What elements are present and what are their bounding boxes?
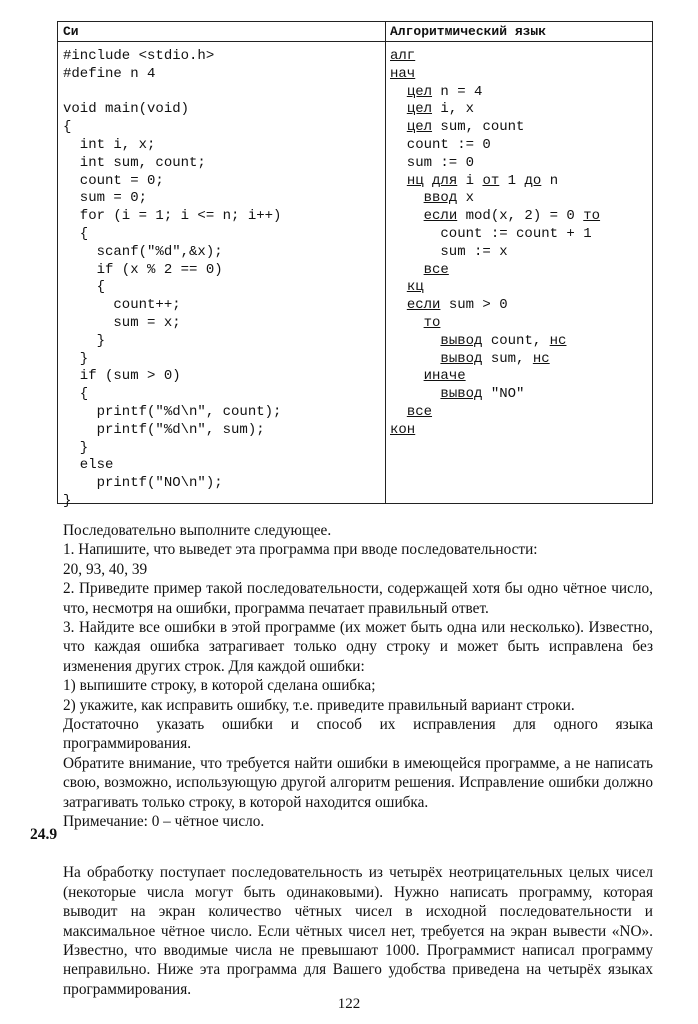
c-code-line: printf("%d\n", count); — [63, 403, 282, 420]
algo-code-line — [390, 244, 652, 262]
algo-keyword: вывод — [440, 350, 483, 367]
algo-code-text — [390, 173, 407, 189]
algo-code-line — [390, 422, 652, 440]
algo-keyword: алг — [390, 48, 416, 64]
section-paragraph: На обработку поступает последовательность из четырёх неотрицательных целых чисел (некоторые числа могут быть одинаковыми). Нужно написать программу, которая выводит на экран количество чётных чисел в исходной последовательности и максимальное чётное число. Если чётных чисел нет, требуется на экран вывести «NO». Известно, что вводимые числа не превышают 1000. Программист написал программу неправильно. Ниже эта программа для Вашего удобства приведена на четырёх языках программирования. — [63, 864, 653, 998]
algo-keyword: ввод — [423, 190, 458, 207]
algo-code-text — [390, 351, 440, 367]
c-code-line: #include <stdio.h> — [63, 48, 215, 64]
section-text — [63, 848, 653, 1014]
task-paragraph: Последовательно выполните следующее. — [63, 522, 332, 539]
c-code-line: { — [63, 386, 89, 403]
algo-keyword: нс — [549, 332, 567, 349]
algo-keyword: вывод — [440, 386, 483, 403]
algo-keyword: кц — [406, 279, 424, 296]
c-code-line: count = 0; — [63, 172, 164, 189]
task-paragraph: Достаточно указать ошибки и способ их исправления для одного языка программирования. — [63, 716, 653, 753]
algo-code-text: sum > 0 — [440, 297, 508, 314]
algo-code-text — [390, 404, 407, 420]
c-code-line: else — [63, 457, 114, 474]
algo-code-text — [390, 297, 407, 313]
c-code-line: sum = x; — [63, 314, 181, 331]
algo-keyword: от — [482, 172, 500, 189]
algo-code-text: sum, count — [432, 119, 525, 136]
algo-keyword: кон — [390, 421, 416, 438]
algo-keyword: до — [524, 172, 542, 189]
algo-code-text: count := 0 — [390, 136, 491, 153]
algo-code-text — [390, 119, 407, 135]
c-code-line: } — [63, 350, 89, 367]
c-code-line: printf("NO\n"); — [63, 475, 223, 492]
algo-code-text — [390, 208, 424, 224]
algo-code-text: i, x — [432, 101, 475, 118]
c-code-line: count++; — [63, 297, 181, 314]
algo-code-text: sum := x — [390, 243, 508, 260]
c-code-line: { — [63, 119, 72, 136]
c-code-line: scanf("%d",&x); — [63, 243, 223, 260]
algo-code-text — [390, 262, 424, 278]
c-code-line: void main(void) — [63, 101, 190, 118]
algo-code-text — [424, 173, 432, 189]
algo-code-text — [390, 368, 424, 384]
c-code-line: if (x % 2 == 0) — [63, 261, 223, 278]
c-code-line: } — [63, 439, 89, 456]
task-paragraph: 2) укажите, как исправить ошибку, т.е. приведите правильный вариант строки. — [63, 696, 575, 714]
c-code-line: sum = 0; — [63, 190, 148, 207]
algo-code-text — [390, 279, 407, 295]
algo-code-text — [390, 84, 407, 100]
task-paragraph: 3. Найдите все ошибки в этой программе (их может быть одна или несколько). Известно, что каждая ошибка затрагивает только одну строку и может быть исправлена без изменения других строк. Для каждой ошибки: — [63, 619, 653, 675]
c-code-line: int sum, count; — [63, 154, 206, 171]
algo-keyword: нс — [532, 350, 550, 367]
algo-code-text: 1 — [499, 172, 525, 189]
algo-keyword: если — [406, 297, 441, 314]
algo-code-text: sum := 0 — [390, 154, 475, 171]
algo-code-line — [390, 208, 652, 226]
algo-keyword: все — [406, 403, 433, 420]
algo-code-line — [390, 351, 652, 369]
code-table — [57, 21, 653, 509]
c-code-line: printf("%d\n", sum); — [63, 421, 265, 438]
algo-code — [385, 42, 652, 440]
algo-code-line — [390, 66, 652, 84]
task-paragraph: 2. Приведите пример такой последовательности, содержащей хотя бы одно чётное число, что, несмотря на ошибки, программа печатает правильный ответ. — [63, 580, 653, 617]
algo-column — [385, 22, 652, 503]
c-code — [58, 42, 385, 511]
algo-code-text: mod(x, 2) = 0 — [457, 208, 584, 225]
algo-keyword: все — [423, 261, 449, 278]
task-paragraph: Примечание: 0 – чётное число. — [63, 813, 265, 831]
algo-keyword: цел — [406, 101, 433, 118]
algo-keyword: вывод — [440, 332, 483, 349]
algo-keyword: то — [583, 208, 601, 225]
algo-code-line — [390, 262, 652, 280]
algo-header: Алгоритмический язык — [385, 22, 652, 42]
algo-code-text — [390, 190, 424, 206]
c-code-line: #define n 4 — [63, 65, 156, 82]
algo-keyword: нач — [390, 65, 416, 82]
algo-code-text: sum, — [482, 350, 533, 367]
page-number: 122 — [337, 996, 361, 1012]
algo-keyword: цел — [406, 119, 433, 136]
algo-code-line — [390, 315, 652, 333]
algo-code-text: n — [541, 172, 559, 189]
task-paragraph: 1) выпишите строку, в которой сделана ошибка; — [63, 677, 376, 695]
algo-code-line — [390, 226, 652, 244]
algo-code-line — [390, 190, 652, 208]
c-header: Си — [58, 22, 385, 42]
algo-code-line — [390, 386, 652, 404]
c-code-line: for (i = 1; i <= n; i++) — [63, 208, 282, 225]
algo-keyword: то — [423, 314, 441, 331]
algo-code-line — [390, 333, 652, 351]
c-code-line: if (sum > 0) — [63, 368, 181, 385]
algo-keyword: если — [423, 208, 458, 225]
algo-code-text: n = 4 — [432, 83, 483, 100]
task-paragraph: 1. Напишите, что выведет эта программа при вводе последовательности: — [63, 541, 538, 559]
algo-code-line — [390, 297, 652, 315]
algo-code-text — [390, 386, 440, 402]
algo-code-line — [390, 404, 652, 422]
algo-code-text: x — [457, 190, 475, 207]
task-paragraph: 20, 93, 40, 39 — [63, 560, 148, 578]
algo-keyword: цел — [406, 83, 433, 100]
algo-code-text: count := count + 1 — [390, 225, 592, 242]
algo-code-text: count, — [482, 332, 550, 349]
section-number: 24.9 — [30, 826, 58, 843]
algo-code-text — [390, 333, 440, 349]
algo-keyword: нц — [406, 172, 424, 189]
algo-code-line — [390, 84, 652, 102]
algo-code-text — [390, 315, 424, 331]
algo-code-line — [390, 279, 652, 297]
algo-code-text: "NO" — [482, 386, 525, 403]
algo-code-line — [390, 137, 652, 155]
algo-code-line — [390, 155, 652, 173]
algo-code-line — [390, 173, 652, 191]
algo-code-line — [390, 48, 652, 66]
algo-code-line — [390, 101, 652, 119]
c-code-line: { — [63, 279, 106, 296]
c-column — [58, 22, 386, 509]
c-code-line: } — [63, 492, 72, 509]
task-paragraph: Обратите внимание, что требуется найти ошибки в имеющейся программе, а не написать свою, возможно, использующую другой алгоритм решения. Исправление ошибки должно затрагивать только строку, в которой находится ошибка. — [63, 754, 653, 811]
c-code-line — [63, 84, 385, 102]
algo-code-line — [390, 368, 652, 386]
algo-code-text: i — [457, 172, 483, 189]
task-text — [63, 521, 653, 832]
c-code-line: int i, x; — [63, 136, 156, 153]
algo-code-line — [390, 119, 652, 137]
algo-code-text — [390, 101, 407, 117]
c-code-line: { — [63, 225, 89, 242]
c-code-line: } — [63, 332, 106, 349]
algo-keyword: для — [432, 172, 458, 189]
algo-keyword: иначе — [423, 368, 466, 385]
